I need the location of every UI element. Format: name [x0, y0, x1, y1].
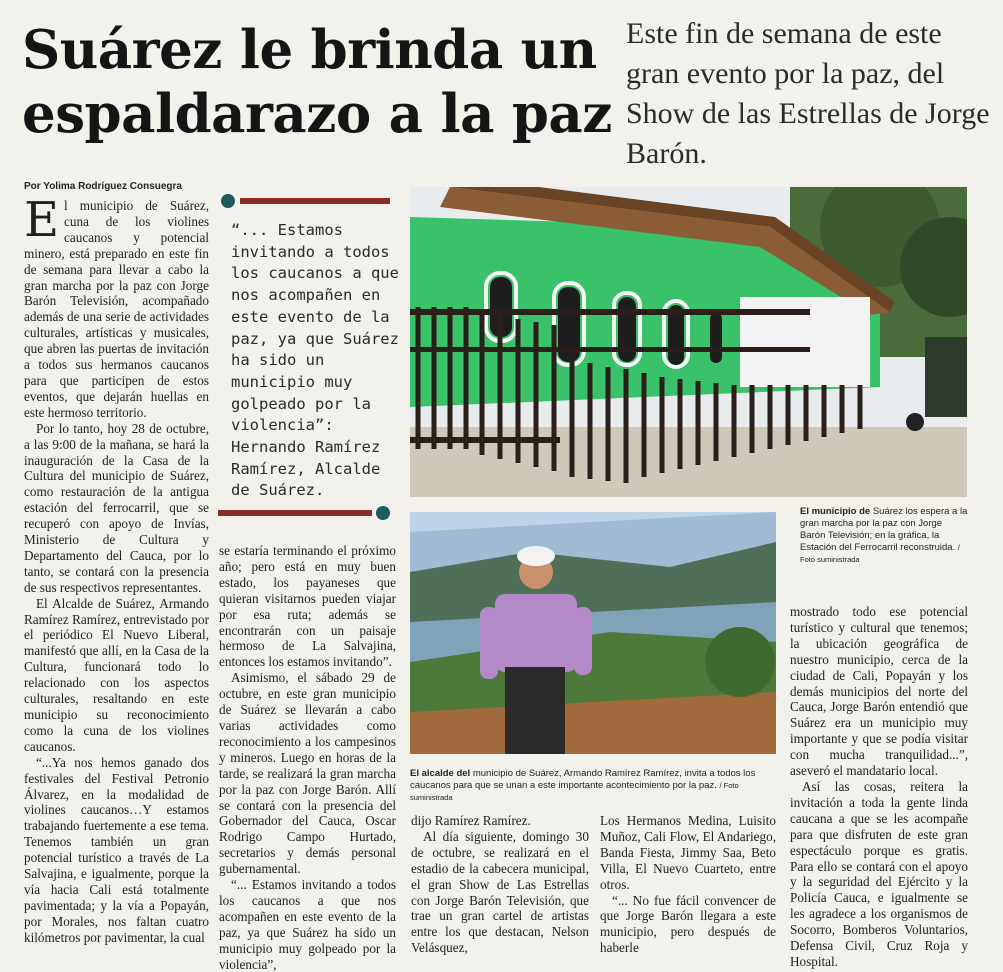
pullquote-dot-bottom	[376, 506, 390, 520]
pullquote-dot-top	[221, 194, 235, 208]
article-column-3	[411, 813, 589, 956]
station-photo-image	[410, 187, 967, 497]
col4-paragraph: Los Hermanos Medina, Luisito Muñoz, Cali Flow, El Andariego, Banda Fiesta, Jimmy Saa, Beto Villa, El Nuevo Cuarteto, entre otros.	[600, 813, 776, 892]
col1-paragraph: El Alcalde de Suárez, Armando Ramírez Ramírez, entrevistado por el periódico El Nuevo Liberal, manifestó que allí, en la Casa de la Cultura, funcionará todo lo relacionado con los aspectos culturales, resaltando en este municipio su reconocimiento como la cuna de los violines caucanos.	[24, 595, 209, 754]
col1-paragraph: Por lo tanto, hoy 28 de octubre, a las 9:00 de la mañana, se hará la inauguración de la Casa de la Cultura del municipio de Suárez, como restauración de la antigua estación del ferrocarril, que se recuperó con apoyo de Invías, Ministerio de Cultura y Departamento del Cauca, por lo tanto, se contará con la presencia de sus respectivos representantes.	[24, 420, 209, 595]
col1-paragraph: El municipio de Suárez, cuna de los violines caucanos y potencial minero, está preparado en este fin de semana para llevar a cabo la gran marcha por la paz con Jorge Barón Televisión, acompañado además de una serie de actividades culturales, artísticas y musicales, que abren las puertas de invitación a todos sus hermanos caucanos para que participen de estos eventos, que dejarán huellas en este hermoso territorio.	[24, 192, 209, 420]
headline: Suárez le brinda un espaldarazo a la paz	[22, 19, 612, 145]
col1-paragraph: “...Ya nos hemos ganado dos festivales del Festival Petronio Álvarez, en la modalidad de violines caucanos…Y estamos trabajando fuertemente a ese tema. Tenemos también un gran potencial turístico a través de La Salvajina, e igualmente, porque la vía hacia Cali está totalmente pavimentada; y la vía a Popayán, por Morales, nos faltan cuatro kilómetros por pavimentar, la cual	[24, 754, 209, 945]
col3-paragraph: dijo Ramírez Ramírez.	[411, 813, 531, 828]
mayor-photo-caption: El alcalde del municipio de Suárez, Armando Ramírez Ramírez, invita a todos los caucanos para que se unan a este importante acontecimiento por la paz. / Foto suministrada	[410, 768, 756, 802]
article-column-4	[600, 813, 776, 956]
mayor-photo	[410, 512, 776, 754]
deck-subtitle: Este fin de semana de este gran evento por la paz, del Show de las Estrellas de Jorge Barón.	[626, 17, 990, 170]
mayor-photo-image	[410, 512, 776, 754]
article-column-1	[24, 192, 209, 946]
article-column-5	[790, 604, 968, 970]
col5-paragraph: Así las cosas, reitera la invitación a toda la gente linda caucana a que se les acompañe para que disfruten de este gran espectáculo porque es gratis. Para ello se contará con el apoyo y la seguridad del Ejército y la Policía Cauca, e igualmente se les agradece a los organismos de Socorro, Bomberos Voluntarios, Defensa Civil, Cruz Roja y Hospital.	[790, 778, 968, 969]
pullquote: “... Estamos invitando a todos los caucanos a que nos acompañen en este evento de la paz, ya que Suárez ha sido un municipio muy golpeado por la violencia”: Hernando Ramírez Ramírez, Alcalde de Suárez.	[231, 221, 399, 500]
col2-paragraph: se estaría terminando el próximo año; pero está en muy buen estado, los payaneses que quieran visitarnos pueden viajar por esa ruta; además se encontrarán con un paisaje hermoso de La Salvajina, entonces los estamos invitando”.	[219, 543, 396, 670]
col2-paragraph: “... Estamos invitando a todos los caucanos a que nos acompañen en este evento de la paz, ya que Suárez ha sido un municipio muy golpeado por la violencia”,	[219, 877, 396, 972]
station-photo-caption: El municipio de Suárez los espera a la gran marcha por la paz con Jorge Barón Televisión; en la gráfica, la Estación del Ferrocarril reconstruida. / Foto suministrada	[800, 506, 968, 564]
pullquote-rule-top	[240, 198, 390, 204]
col2-paragraph: Asimismo, el sábado 29 de octubre, en este gran municipio de Suárez se llevarán a cabo varias actividades como reconocimiento a los campesinos y mineros. Luego en horas de la tarde, se realizará la gran marcha por la paz con Jorge Barón. Allí se contará con la presencia del Gobernador del Cauca, Oscar Rodrigo Campo Hurtado, secretarios y demás personal gubernamental.	[219, 670, 396, 877]
col3-paragraph: Al día siguiente, domingo 30 de octubre, se realizará en el estadio de la cabecera municipal, el gran Show de Las Estrellas con Jorge Barón Televisión, que trae un gran cartel de artistas entre los que destacan, Nelson Velásquez,	[411, 828, 589, 956]
pullquote-rule-bottom	[218, 510, 372, 516]
drop-cap: E	[24, 192, 60, 248]
station-photo	[410, 187, 967, 497]
byline: Por Yolima Rodríguez Consuegra	[24, 181, 182, 192]
article-column-2	[219, 543, 396, 972]
col4-paragraph: “... No fue fácil convencer de que Jorge Barón llegara a este municipio, pero después de haberle	[600, 892, 776, 956]
col5-paragraph: mostrado todo ese potencial turístico y cultural que tenemos; la ubicación geográfica de nuestro municipio, cerca de la ciudad de Cali, Popayán y los demás municipios del norte del Cauca, Jorge Barón entendió que Suárez era un municipio muy importante y que se podía visitar con mucha tranquilidad...”, aseveró el mandatario local.	[790, 604, 968, 779]
